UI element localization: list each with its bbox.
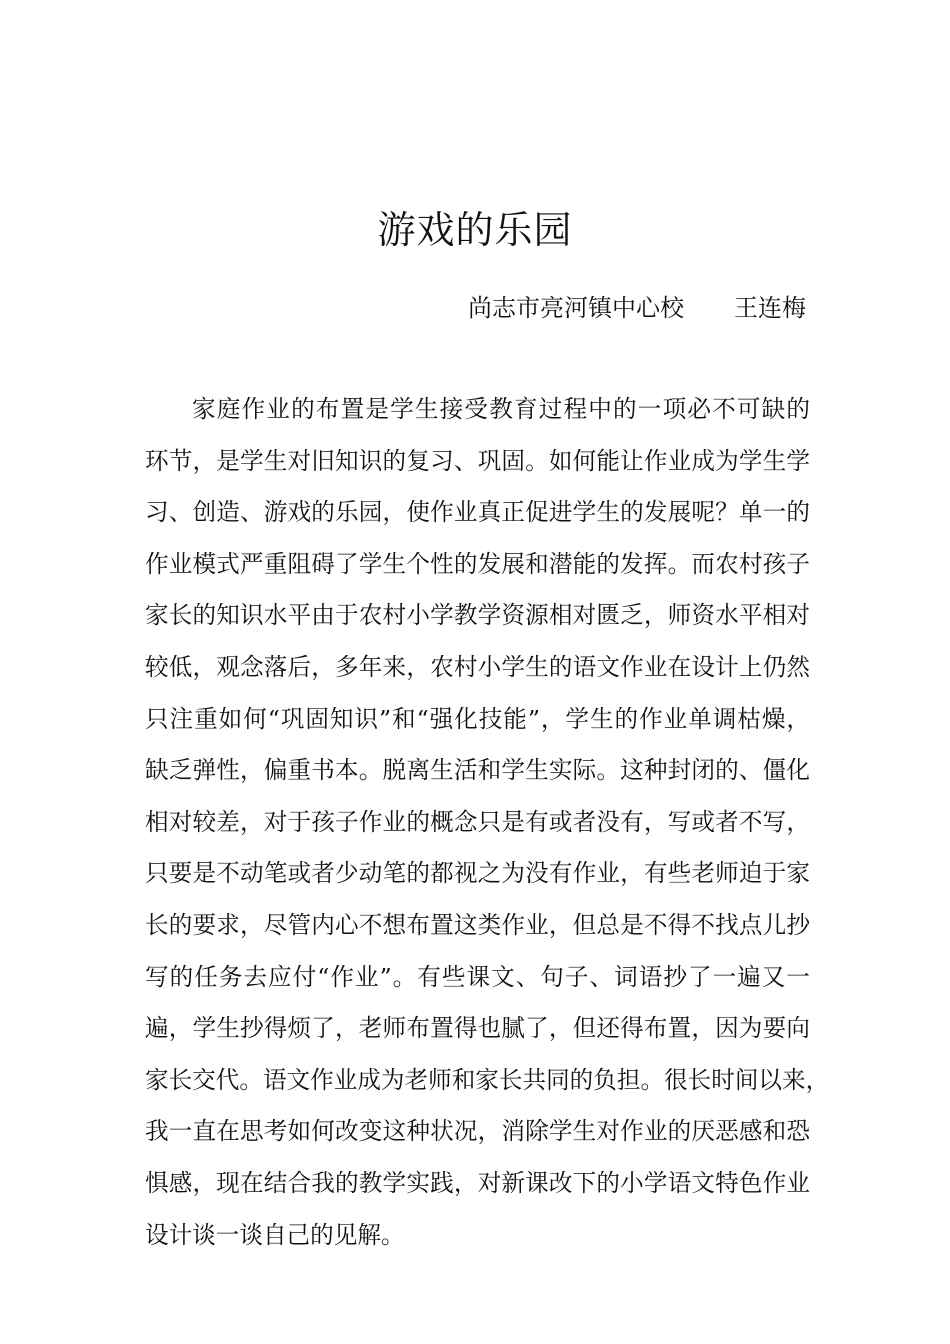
school-name: 尚志市亮河镇中心校 xyxy=(468,294,684,322)
paragraph-line: 家庭作业的布置是学生接受教育过程中的一项必不可缺的 xyxy=(192,395,810,423)
paragraph-line: 长的要求，尽管内心不想布置这类作业，但总是不得不找点儿抄 xyxy=(145,910,810,939)
paragraph-line: 写的任务去应付“作业”。有些课文、句子、词语抄了一遍又一 xyxy=(145,962,810,991)
body-paragraph xyxy=(145,386,830,1263)
paragraph-line: 较低，观念落后，多年来，农村小学生的语文作业在设计上仍然 xyxy=(145,652,810,681)
paragraph-line: 环节，是学生对旧知识的复习、巩固。如何能让作业成为学生学 xyxy=(145,446,810,475)
paragraph-line: 遍，学生抄得烦了，老师布置得也腻了，但还得布置，因为要向 xyxy=(145,1014,810,1043)
paragraph-line: 设计谈一谈自己的见解。 xyxy=(145,1220,405,1249)
paragraph-line: 我一直在思考如何改变这种状况，消除学生对作业的厌恶感和恐 xyxy=(145,1117,810,1146)
author-name: 王连梅 xyxy=(734,294,806,322)
paragraph-line: 作业模式严重阻碍了学生个性的发展和潜能的发挥。而农村孩子 xyxy=(145,549,810,578)
paragraph-line: 习、创造、游戏的乐园，使作业真正促进学生的发展呢？单一的 xyxy=(145,498,810,527)
paragraph-line: 家长交代。语文作业成为老师和家长共同的负担。很长时间以来， xyxy=(145,1065,830,1094)
paragraph-line: 只要是不动笔或者少动笔的都视之为没有作业，有些老师迫于家 xyxy=(145,859,810,888)
paragraph-line: 家长的知识水平由于农村小学教学资源相对匮乏，师资水平相对 xyxy=(145,601,810,630)
document-title: 游戏的乐园 xyxy=(377,208,573,252)
paragraph-line: 惧感，现在结合我的教学实践，对新课改下的小学语文特色作业 xyxy=(145,1168,810,1197)
paragraph-line: 缺乏弹性，偏重书本。脱离生活和学生实际。这种封闭的、僵化 xyxy=(145,756,810,785)
byline xyxy=(468,288,806,328)
paragraph-line: 相对较差，对于孩子作业的概念只是有或者没有，写或者不写， xyxy=(145,807,810,836)
paragraph-line: 只注重如何“巩固知识”和“强化技能”，学生的作业单调枯燥， xyxy=(145,704,810,733)
